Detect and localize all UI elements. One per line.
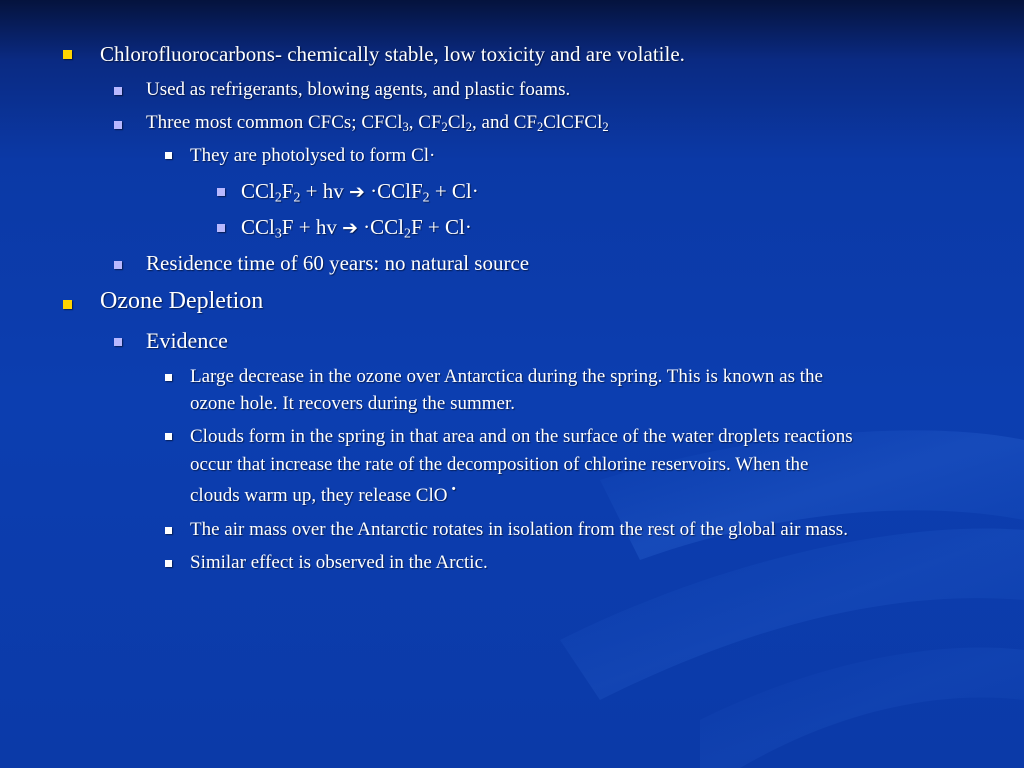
bullet-text: Used as refrigerants, blowing agents, and plastic foams. (146, 79, 571, 100)
bullet-text: Residence time of 60 years: no natural source (146, 251, 530, 275)
formula-part: , CF (408, 112, 442, 133)
radical-dot: · (450, 479, 457, 500)
formula-part: + Cl· (429, 179, 479, 203)
formula-part: CCl (241, 179, 275, 203)
subscript: 2 (465, 120, 473, 135)
formula-part: F + hv (281, 215, 343, 239)
reaction-text (241, 179, 479, 204)
subscript: 2 (404, 225, 411, 241)
bullet-square-icon (217, 224, 225, 232)
bullet-square-icon (165, 152, 172, 159)
formula-part: ·CCl (357, 215, 405, 239)
subscript: 3 (402, 120, 409, 135)
formula-part: F (281, 179, 294, 203)
formula-part: F + Cl· (410, 215, 472, 239)
bullet-square-icon (63, 50, 72, 59)
bullet-text: Evidence (146, 328, 228, 353)
bullet-text-line: Clouds form in the spring in that area and on the surface of the water droplets reactions (190, 426, 853, 447)
formula-part: + hv (300, 179, 350, 203)
arrow-right-icon: ➔ (349, 181, 365, 203)
subscript: 2 (602, 120, 609, 135)
section-heading: Ozone Depletion (100, 288, 264, 314)
bullet-text-line: occur that increase the rate of the decomposition of chlorine reservoirs. When the (190, 454, 809, 475)
subscript: 2 (536, 120, 544, 135)
bullet-square-icon (63, 300, 72, 309)
bullet-text (146, 112, 609, 134)
formula-part: CCl (241, 215, 275, 239)
formula-part: Cl (447, 112, 466, 133)
bullet-square-icon (165, 433, 172, 440)
subscript: 3 (274, 225, 282, 241)
text-part: clouds warm up, they release ClO (190, 485, 448, 506)
subscript: 2 (293, 189, 301, 205)
bullet-square-icon (114, 338, 122, 346)
bullet-text-line (190, 479, 457, 507)
formula-part: ClCFCl (543, 112, 603, 133)
bullet-text: Similar effect is observed in the Arctic. (190, 552, 488, 573)
bullet-square-icon (114, 121, 122, 129)
arrow-right-icon: ➔ (342, 217, 358, 239)
bullet-square-icon (114, 261, 122, 269)
subscript: 2 (274, 189, 282, 205)
bullet-square-icon (165, 560, 172, 567)
bullet-text-line: ozone hole. It recovers during the summer. (190, 393, 516, 414)
formula-part: , and CF (472, 112, 537, 133)
bullet-square-icon (217, 188, 225, 196)
formula-part: ·CClF (364, 179, 423, 203)
bullet-square-icon (165, 374, 172, 381)
subscript: 2 (441, 120, 448, 135)
subscript: 2 (422, 189, 430, 205)
bullet-text: They are photolysed to form Cl· (190, 145, 436, 166)
bullet-square-icon (114, 87, 122, 95)
bullet-text: Chlorofluorocarbons- chemically stable, low toxicity and are volatile. (100, 42, 685, 66)
formula-part: Three most common CFCs; CFCl (146, 112, 403, 133)
bullet-square-icon (165, 527, 172, 534)
reaction-text (241, 215, 472, 240)
bullet-text-line: Large decrease in the ozone over Antarctica during the spring. This is known as the (190, 366, 823, 387)
bullet-text: The air mass over the Antarctic rotates in isolation from the rest of the global air mass. (190, 519, 848, 540)
